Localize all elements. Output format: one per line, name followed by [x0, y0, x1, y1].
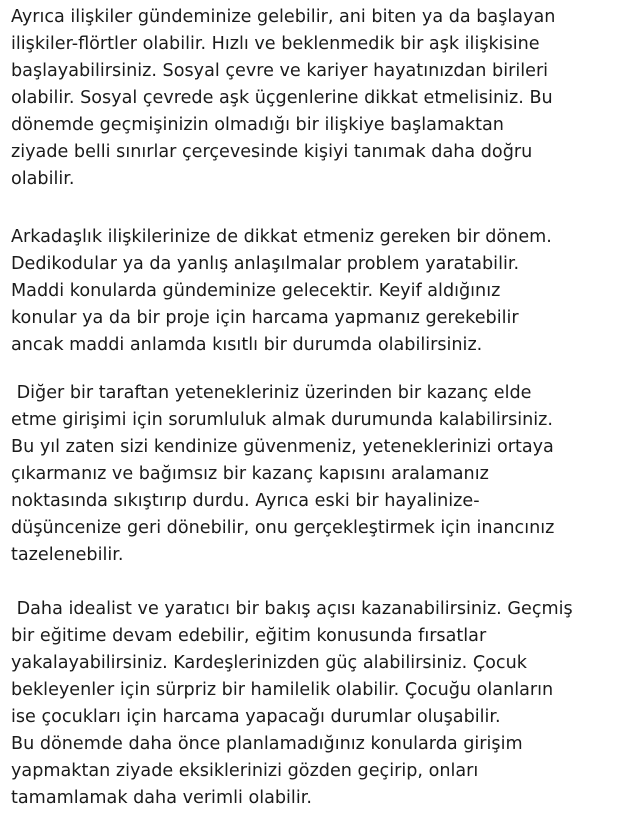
paragraph-3-line-4: çıkarmanız ve bağımsız bir kazanç kapısını aralamanız: [11, 464, 489, 484]
paragraph-2-line-5: ancak maddi anlamda kısıtlı bir durumda olabilirsiniz.: [11, 335, 483, 355]
paragraph-1-line-7: olabilir.: [11, 169, 75, 189]
paragraph-3-line-6: düşüncenize geri dönebilir, onu gerçekleştirmek için inancınız: [11, 518, 555, 538]
paragraph-4-line-5: ise çocukları için harcama yapacağı durumlar oluşabilir.: [11, 707, 501, 727]
paragraph-1-line-4: olabilir. Sosyal çevrede aşk üçgenlerine dikkat etmelisiniz. Bu: [11, 88, 553, 108]
paragraph-4-line-3: yakalayabilirsiniz. Kardeşlerinizden güç alabilirsiniz. Çocuk: [11, 653, 527, 673]
paragraph-4-line-1: Daha idealist ve yaratıcı bir bakış açısı kazanabilirsiniz. Geçmiş: [11, 599, 573, 619]
paragraph-1-line-5: dönemde geçmişinizin olmadığı bir ilişkiye başlamaktan: [11, 115, 504, 135]
paragraph-2-line-2: Dedikodular ya da yanlış anlaşılmalar problem yaratabilir.: [11, 254, 520, 274]
paragraph-3-line-1: Diğer bir taraftan yetenekleriniz üzerinden bir kazanç elde: [11, 383, 532, 403]
paragraph-1-line-6: ziyade belli sınırlar çerçevesinde kişiyi tanımak daha doğru: [11, 142, 533, 162]
paragraph-3-line-5: noktasında sıkıştırıp durdu. Ayrıca eski bir hayalinize-: [11, 491, 480, 511]
paragraph-4-line-2: bir eğitime devam edebilir, eğitim konusunda fırsatlar: [11, 626, 487, 646]
paragraph-1-line-2: ilişkiler-flörtler olabilir. Hızlı ve beklenmedik bir aşk ilişkisine: [11, 34, 540, 54]
paragraph-3-line-2: etme girişimi için sorumluluk almak durumunda kalabilirsiniz.: [11, 410, 554, 430]
paragraph-4-line-6: Bu dönemde daha önce planlamadığınız konularda girişim: [11, 734, 523, 754]
paragraph-2-line-4: konular ya da bir proje için harcama yapmanız gerekebilir: [11, 308, 519, 328]
paragraph-4-line-8: tamamlamak daha verimli olabilir.: [11, 788, 312, 808]
paragraph-2-line-3: Maddi konularda gündeminize gelecektir. Keyif aldığınız: [11, 281, 501, 301]
paragraph-1-line-3: başlayabilirsiniz. Sosyal çevre ve kariyer hayatınızdan birileri: [11, 61, 549, 81]
paragraph-1-line-1: Ayrıca ilişkiler gündeminize gelebilir, ani biten ya da başlayan: [11, 7, 556, 27]
paragraph-3-line-3: Bu yıl zaten sizi kendinize güvenmeniz, yeteneklerinizi ortaya: [11, 437, 554, 457]
paragraph-2-line-1: Arkadaşlık ilişkilerinize de dikkat etmeniz gereken bir dönem.: [11, 227, 552, 247]
paragraph-4-line-4: bekleyenler için sürpriz bir hamilelik olabilir. Çocuğu olanların: [11, 680, 554, 700]
paragraph-3-line-7: tazelenebilir.: [11, 545, 124, 565]
paragraph-4-line-7: yapmaktan ziyade eksiklerinizi gözden geçirip, onları: [11, 761, 479, 781]
